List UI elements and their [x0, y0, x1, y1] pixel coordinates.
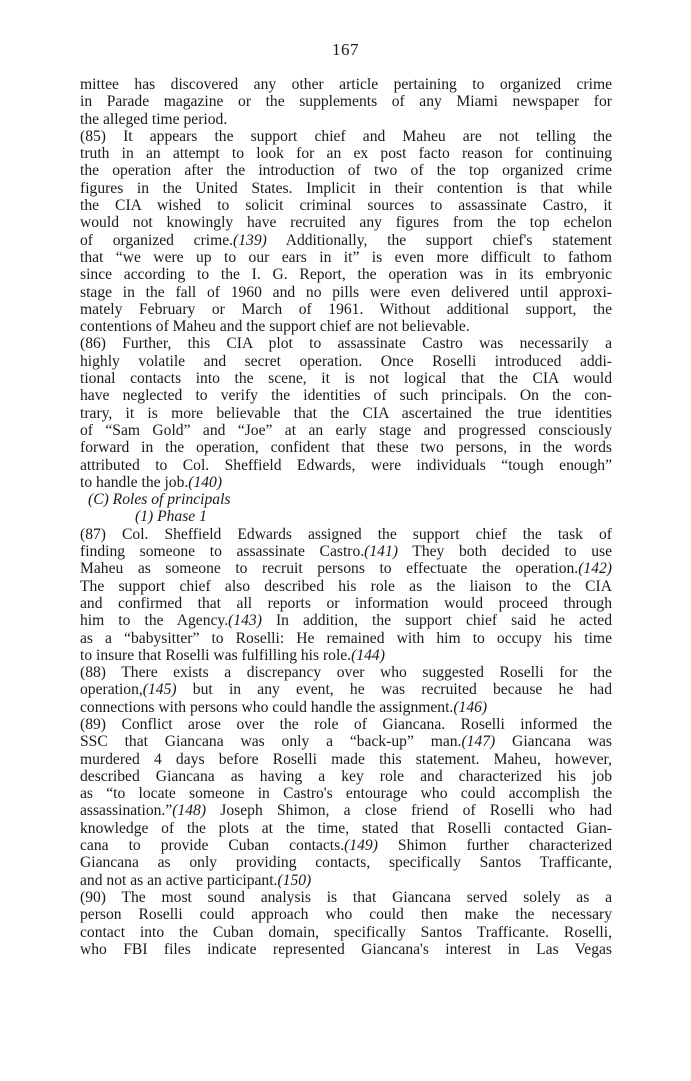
text-line: operation,(145) but in any event, he was recruited because he had: [80, 681, 612, 699]
text-line: murdered 4 days before Roselli made this statement. Maheu, however,: [80, 750, 612, 768]
text-line: figures in the United States. Implicit in their contention is that while: [80, 179, 612, 197]
text-line: SSC that Giancana was only a “back-up” man.(147) Giancana was: [80, 733, 612, 751]
text-line: would not knowingly have recruited any figures from the top echelon: [80, 214, 612, 232]
text-line: mittee has discovered any other article pertaining to organized crime: [80, 76, 612, 93]
text-line: mately February or March of 1961. Without additional support, the: [80, 300, 612, 318]
paragraph-88-start: (88) There exists a discrepancy over who suggested Roselli for the: [80, 664, 612, 682]
text-line: finding someone to assassinate Castro.(141) They both decided to use: [80, 543, 612, 561]
text-line: contact into the Cuban domain, specifically Santos Trafficante. Roselli,: [80, 923, 612, 941]
text-line: Giancana as only providing contacts, specifically Santos Trafficante,: [80, 854, 612, 872]
footnote-citation: (143): [228, 612, 262, 630]
text-line: highly volatile and secret operation. Once Roselli introduced addi-: [80, 352, 612, 370]
text-line: to handle the job.(140): [80, 473, 223, 491]
text-line: as “to locate someone in Castro's entourage who could accomplish the: [80, 785, 612, 803]
footnote-citation: (149): [344, 837, 378, 855]
text-line: who FBI files indicate represented Giancana's interest in Las Vegas: [80, 940, 612, 958]
text-line: person Roselli could approach who could then make the necessary: [80, 906, 612, 924]
text-line: The support chief also described his role as the liaison to the CIA: [80, 577, 612, 595]
text-line: trary, it is more believable that the CIA ascertained the true identities: [80, 404, 612, 422]
text-line: Maheu as someone to recruit persons to effectuate the operation.(142): [80, 560, 612, 578]
paragraph-90-start: (90) The most sound analysis is that Giancana served solely as a: [80, 888, 612, 906]
text-line: truth in an attempt to look for an ex post facto reason for continuing: [80, 145, 612, 163]
text-line: attributed to Col. Sheffield Edwards, were individuals “tough enough”: [80, 456, 612, 474]
text-line: in Parade magazine or the supplements of any Miami newspaper for: [80, 93, 612, 111]
section-heading-roles: [80, 491, 612, 508]
footnote-citation: (144): [351, 646, 385, 664]
footnote-citation: (147): [461, 733, 496, 751]
paragraph-87-start: (87) Col. Sheffield Edwards assigned the support chief the task of: [80, 525, 612, 543]
subsection-heading-text: (1) Phase 1: [135, 508, 207, 526]
text-line: the alleged time period.: [80, 110, 228, 128]
text-line: and not as an active participant.(150): [80, 871, 312, 889]
footnote-citation: (142): [578, 560, 612, 578]
text-line: since according to the I. G. Report, the operation was in its embryonic: [80, 266, 612, 284]
text-line: contentions of Maheu and the support chief are not believable.: [80, 318, 470, 336]
paragraph-85-start: (85) It appears the support chief and Maheu are not telling the: [80, 127, 612, 145]
text-line: knowledge of the plots at the time, stated that Roselli contacted Gian-: [80, 819, 612, 837]
page-number: 167: [332, 40, 359, 59]
paragraph-86-start: (86) Further, this CIA plot to assassinate Castro was necessarily a: [80, 335, 612, 353]
text-line: assassination.”(148) Joseph Shimon, a close friend of Roselli who had: [80, 802, 612, 820]
subsection-heading-phase-1: [80, 508, 612, 525]
body-text: [80, 76, 612, 958]
text-line: of organized crime.(139) Additionally, the support chief's statement: [80, 231, 612, 249]
text-line: and confirmed that all reports or information would proceed through: [80, 594, 612, 612]
text-line: of “Sam Gold” and “Joe” at an early stage and progressed consciously: [80, 421, 612, 439]
text-line: have neglected to verify the identities of such principals. On the con-: [80, 387, 612, 405]
text-line: the operation after the introduction of two of the top organized crime: [80, 162, 612, 180]
text-line: stage in the fall of 1960 and no pills were even delivered until approxi-: [80, 283, 612, 301]
paragraph-89-start: (89) Conflict arose over the role of Giancana. Roselli informed the: [80, 715, 612, 733]
text-line: that “we were up to our ears in it” is even more difficult to fathom: [80, 248, 612, 266]
text-line: the CIA wished to solicit criminal sources to assassinate Castro, it: [80, 197, 612, 215]
section-heading-text: (C) Roles of principals: [88, 491, 231, 509]
text-line: as a “babysitter” to Roselli: He remained with him to occupy his time: [80, 629, 612, 647]
text-line: to insure that Roselli was fulfilling his role.(144): [80, 646, 385, 664]
text-line: cana to provide Cuban contacts.(149) Shimon further characterized: [80, 837, 612, 855]
text-line: him to the Agency.(143) In addition, the support chief said he acted: [80, 612, 612, 630]
footnote-citation: (141): [364, 543, 398, 561]
footnote-citation: (146): [453, 698, 488, 716]
text-line: tional contacts into the scene, it is not logical that the CIA would: [80, 370, 612, 388]
text-line: connections with persons who could handle the assignment.(146): [80, 698, 488, 716]
footnote-citation: (150): [277, 871, 312, 889]
text-line: forward in the operation, confident that these two persons, in the words: [80, 439, 612, 457]
text-line: described Giancana as having a key role and characterized his job: [80, 767, 612, 785]
footnote-citation: (148): [172, 802, 207, 820]
footnote-citation: (139): [233, 231, 267, 249]
footnote-citation: (145): [142, 681, 177, 699]
footnote-citation: (140): [188, 473, 223, 491]
